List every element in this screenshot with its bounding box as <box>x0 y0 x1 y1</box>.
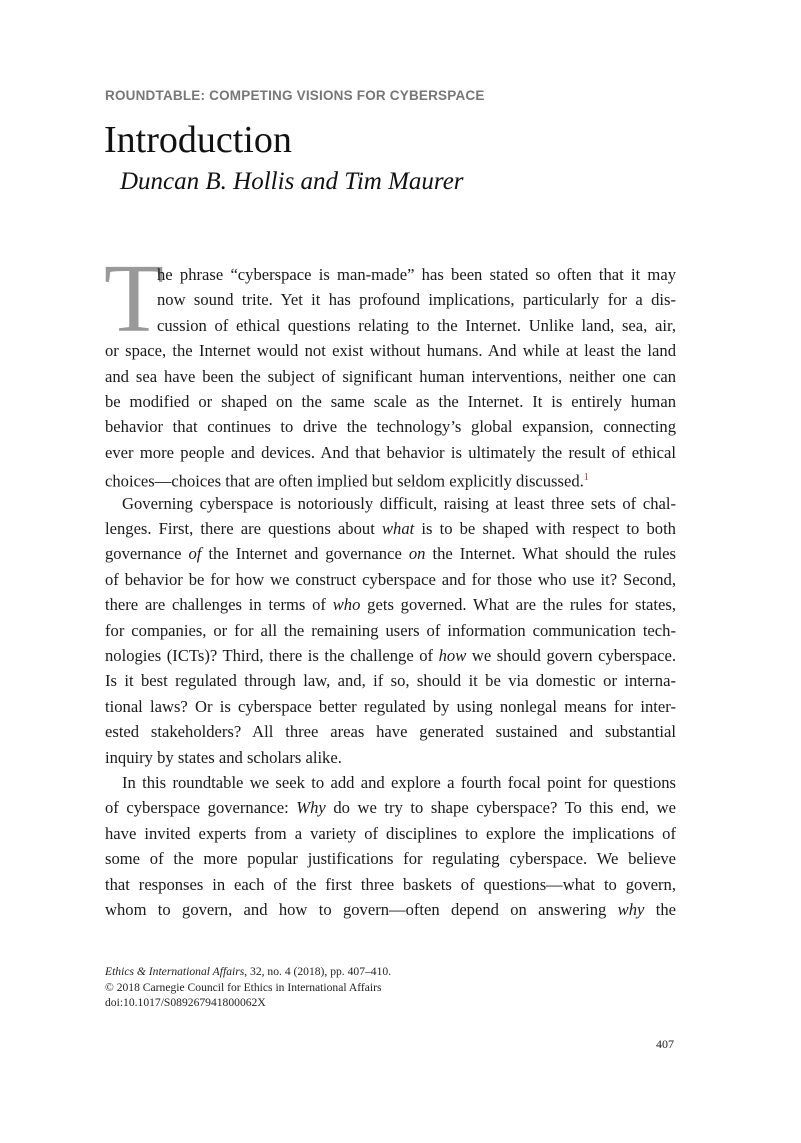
text-line <box>105 467 676 489</box>
text-line <box>105 391 676 413</box>
citation-details: , 32, no. 4 (2018), pp. 407–410. <box>244 965 392 978</box>
text-segment: is to be shaped with respect to both <box>414 519 676 538</box>
italic-text: how <box>438 646 467 665</box>
text-line <box>105 848 676 870</box>
text-line <box>105 543 676 565</box>
text-segment: governance <box>105 544 189 564</box>
text-line <box>105 416 676 438</box>
text-segment: some of the more popular justifications for regulating cyberspace. We believe <box>105 849 676 869</box>
page-number: 407 <box>656 1037 674 1051</box>
italic-text: what <box>381 519 415 538</box>
text-line <box>105 670 676 692</box>
text-line <box>157 315 676 337</box>
text-segment: we should govern cyberspace. <box>466 646 676 665</box>
citation-line <box>105 964 391 980</box>
text-line <box>105 721 676 743</box>
text-segment: Is it best regulated through law, and, if so, should it be via domestic or interna- <box>105 671 676 691</box>
article-title: Introduction <box>104 119 292 161</box>
text-line <box>105 518 676 540</box>
text-segment: have invited experts from a variety of disciplines to explore the implications of <box>105 823 676 843</box>
text-line <box>105 645 676 667</box>
text-segment: nologies (ICTs)? Third, there is the challenge of <box>105 646 439 665</box>
text-segment: there are challenges in terms of <box>105 595 333 615</box>
text-line <box>122 772 676 794</box>
text-line <box>105 747 676 769</box>
text-segment: Governing cyberspace is notoriously difficult, raising at least three sets of chal- <box>122 493 676 513</box>
text-line <box>105 797 676 819</box>
text-segment: for companies, or for all the remaining users of information communication tech- <box>105 620 676 640</box>
text-line <box>105 340 676 362</box>
text-segment: tional laws? Or is cyberspace better regulated by using nonlegal means for inter- <box>105 696 676 716</box>
text-segment: inquiry by states and scholars alike. <box>105 747 342 767</box>
text-line <box>105 594 676 616</box>
text-line <box>157 289 676 311</box>
text-segment: the Internet and governance <box>201 544 409 564</box>
text-segment: of cyberspace governance: <box>105 798 297 818</box>
text-segment: he phrase “cyberspace is man-made” has been stated so often that it may <box>157 265 676 284</box>
text-segment: whom to govern, and how to govern—often depend on answering <box>105 900 618 919</box>
text-segment: the <box>644 900 676 919</box>
text-line <box>105 442 676 464</box>
text-segment: or space, the Internet would not exist without humans. And while at least the land <box>105 341 676 361</box>
text-segment: that responses in each of the first three baskets of questions—what to govern, <box>105 874 676 894</box>
article-authors: Duncan B. Hollis and Tim Maurer <box>120 168 464 195</box>
journal-name: Ethics & International Affairs <box>105 965 245 978</box>
text-segment: the Internet. What should the rules <box>425 544 677 564</box>
doi-line[interactable]: doi:10.1017/S089267941800062X <box>105 996 266 1009</box>
drop-cap: T <box>104 245 164 353</box>
text-segment: In this roundtable we seek to add and explore a fourth focal point for questions <box>122 773 676 792</box>
text-segment: of behavior be for how we construct cyberspace and for those who use it? Second, <box>105 569 676 589</box>
text-segment: cussion of ethical questions relating to the Internet. Unlike land, sea, air, <box>157 315 676 335</box>
text-segment: behavior that continues to drive the technology’s global expansion, connecting <box>105 417 676 437</box>
text-segment: choices—choices that are often implied but seldom explicitly discussed. <box>105 471 584 491</box>
italic-text: of <box>188 544 202 564</box>
footnote-marker[interactable]: 1 <box>583 472 589 484</box>
text-segment: do we try to shape cyberspace? To this end, we <box>325 798 676 818</box>
text-segment: gets governed. What are the rules for states, <box>360 595 677 615</box>
text-segment: ever more people and devices. And that behavior is ultimately the result of ethical <box>105 442 676 462</box>
text-line <box>157 264 676 286</box>
italic-text: why <box>617 900 645 919</box>
text-line <box>105 874 676 896</box>
text-line <box>105 823 676 845</box>
footer-citation <box>105 964 391 1011</box>
text-segment: lenges. First, there are questions about <box>105 519 382 538</box>
italic-text: who <box>332 595 361 615</box>
text-line <box>105 696 676 718</box>
text-line <box>122 493 676 515</box>
text-segment: and sea have been the subject of significant human interventions, neither one can <box>105 366 676 386</box>
text-segment: ested stakeholders? All three areas have generated sustained and substantial <box>105 722 676 742</box>
text-segment: now sound trite. Yet it has profound implications, particularly for a dis- <box>157 290 676 310</box>
text-segment: be modified or shaped on the same scale as the Internet. It is entirely human <box>105 392 676 411</box>
section-kicker: ROUNDTABLE: COMPETING VISIONS FOR CYBERSPACE <box>105 88 485 103</box>
copyright-line: © 2018 Carnegie Council for Ethics in International Affairs <box>105 980 382 994</box>
italic-text: Why <box>296 798 326 818</box>
text-line <box>105 569 676 591</box>
text-line <box>105 366 676 388</box>
italic-text: on <box>408 544 426 564</box>
text-line <box>105 620 676 642</box>
text-line <box>105 899 676 921</box>
